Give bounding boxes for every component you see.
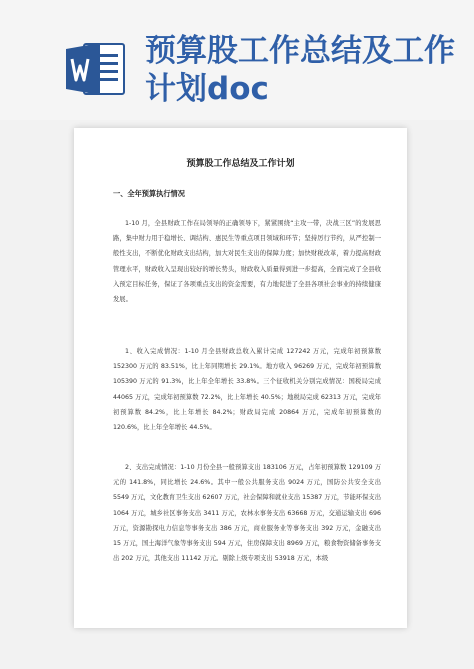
- document-page: [74, 128, 407, 628]
- section-heading: 一、全年预算执行情况: [113, 189, 185, 198]
- paragraph-expenditure: 2、支出完成情况：1-10 月份全县一般预算支出 183106 万元，占年初预算数 129109 万元的 141.8%，同比增长 24.6%。其中一般公共服务支出 9024 万元，国防公共安全支出 5549 万元，文化教育卫生支出 62607 万元，社会保障和就业支出 15387 万元，节能环保支出 1064 万元，城乡社区事务支出 3411 万元，农林水事务支出 63668 万元，交通运输支出 696 万元，资源勘探电力信息等事务支出 386 万元，商业服务业等事务支出 392 万元，金融支出 15 万元，国土海洋气象等事务支出 594 万元，住房保障支出 8969 万元，粮食物资储备事务支出 202 万元，其他支出 11142 万元。剔除上级专项支出 53918 万元，本级: [113, 464, 381, 563]
- word-document-icon: [66, 40, 128, 98]
- paragraph-overview: 1-10 月，全县财政工作在局领导的正确领导下，紧紧围绕“主攻一带，决战三区”的发展思路，集中财力用于稳增长、调结构、惠民生等重点项目领域和环节；坚持厉行节约，从严控制一般性支出，不断优化财政支出结构，加大对民生支出的保障力度；加快财税改革，着力提高财政管理水平，财政收入呈现出较好的增长势头，财政收入质量得到进一步提高，全面完成了全县收入预定目标任务，保证了各项重点支出的资金需要，有力地促进了全县各项社会事业的持续健康发展。: [113, 220, 381, 304]
- header-banner: [0, 0, 474, 120]
- paragraph-revenue: 1、收入完成情况：1-10 月全县财政总收入累计完成 127242 万元，完成年初预算数 152300 万元的 83.51%，比上年同期增长 29.1%。地方收入 96269 万元，完成年初预算数 105390 万元的 91.3%，比上年全年增长 33.8%。三个征收机关分别完成情况：国税局完成 44065 万元，完成年初预算数 72.2%，比上年增长 40.5%；地税局完成 62313 万元，完成年初预算数 84.2%，比上年增长 84.2%；财政局完成 20864 万元，完成年初预算数的 120.6%，比上年全年增长 44.5%。: [113, 348, 381, 432]
- document-title: 预算股工作总结及工作计划: [186, 159, 295, 169]
- banner-title: 预算股工作总结及工作计划doc: [145, 33, 455, 107]
